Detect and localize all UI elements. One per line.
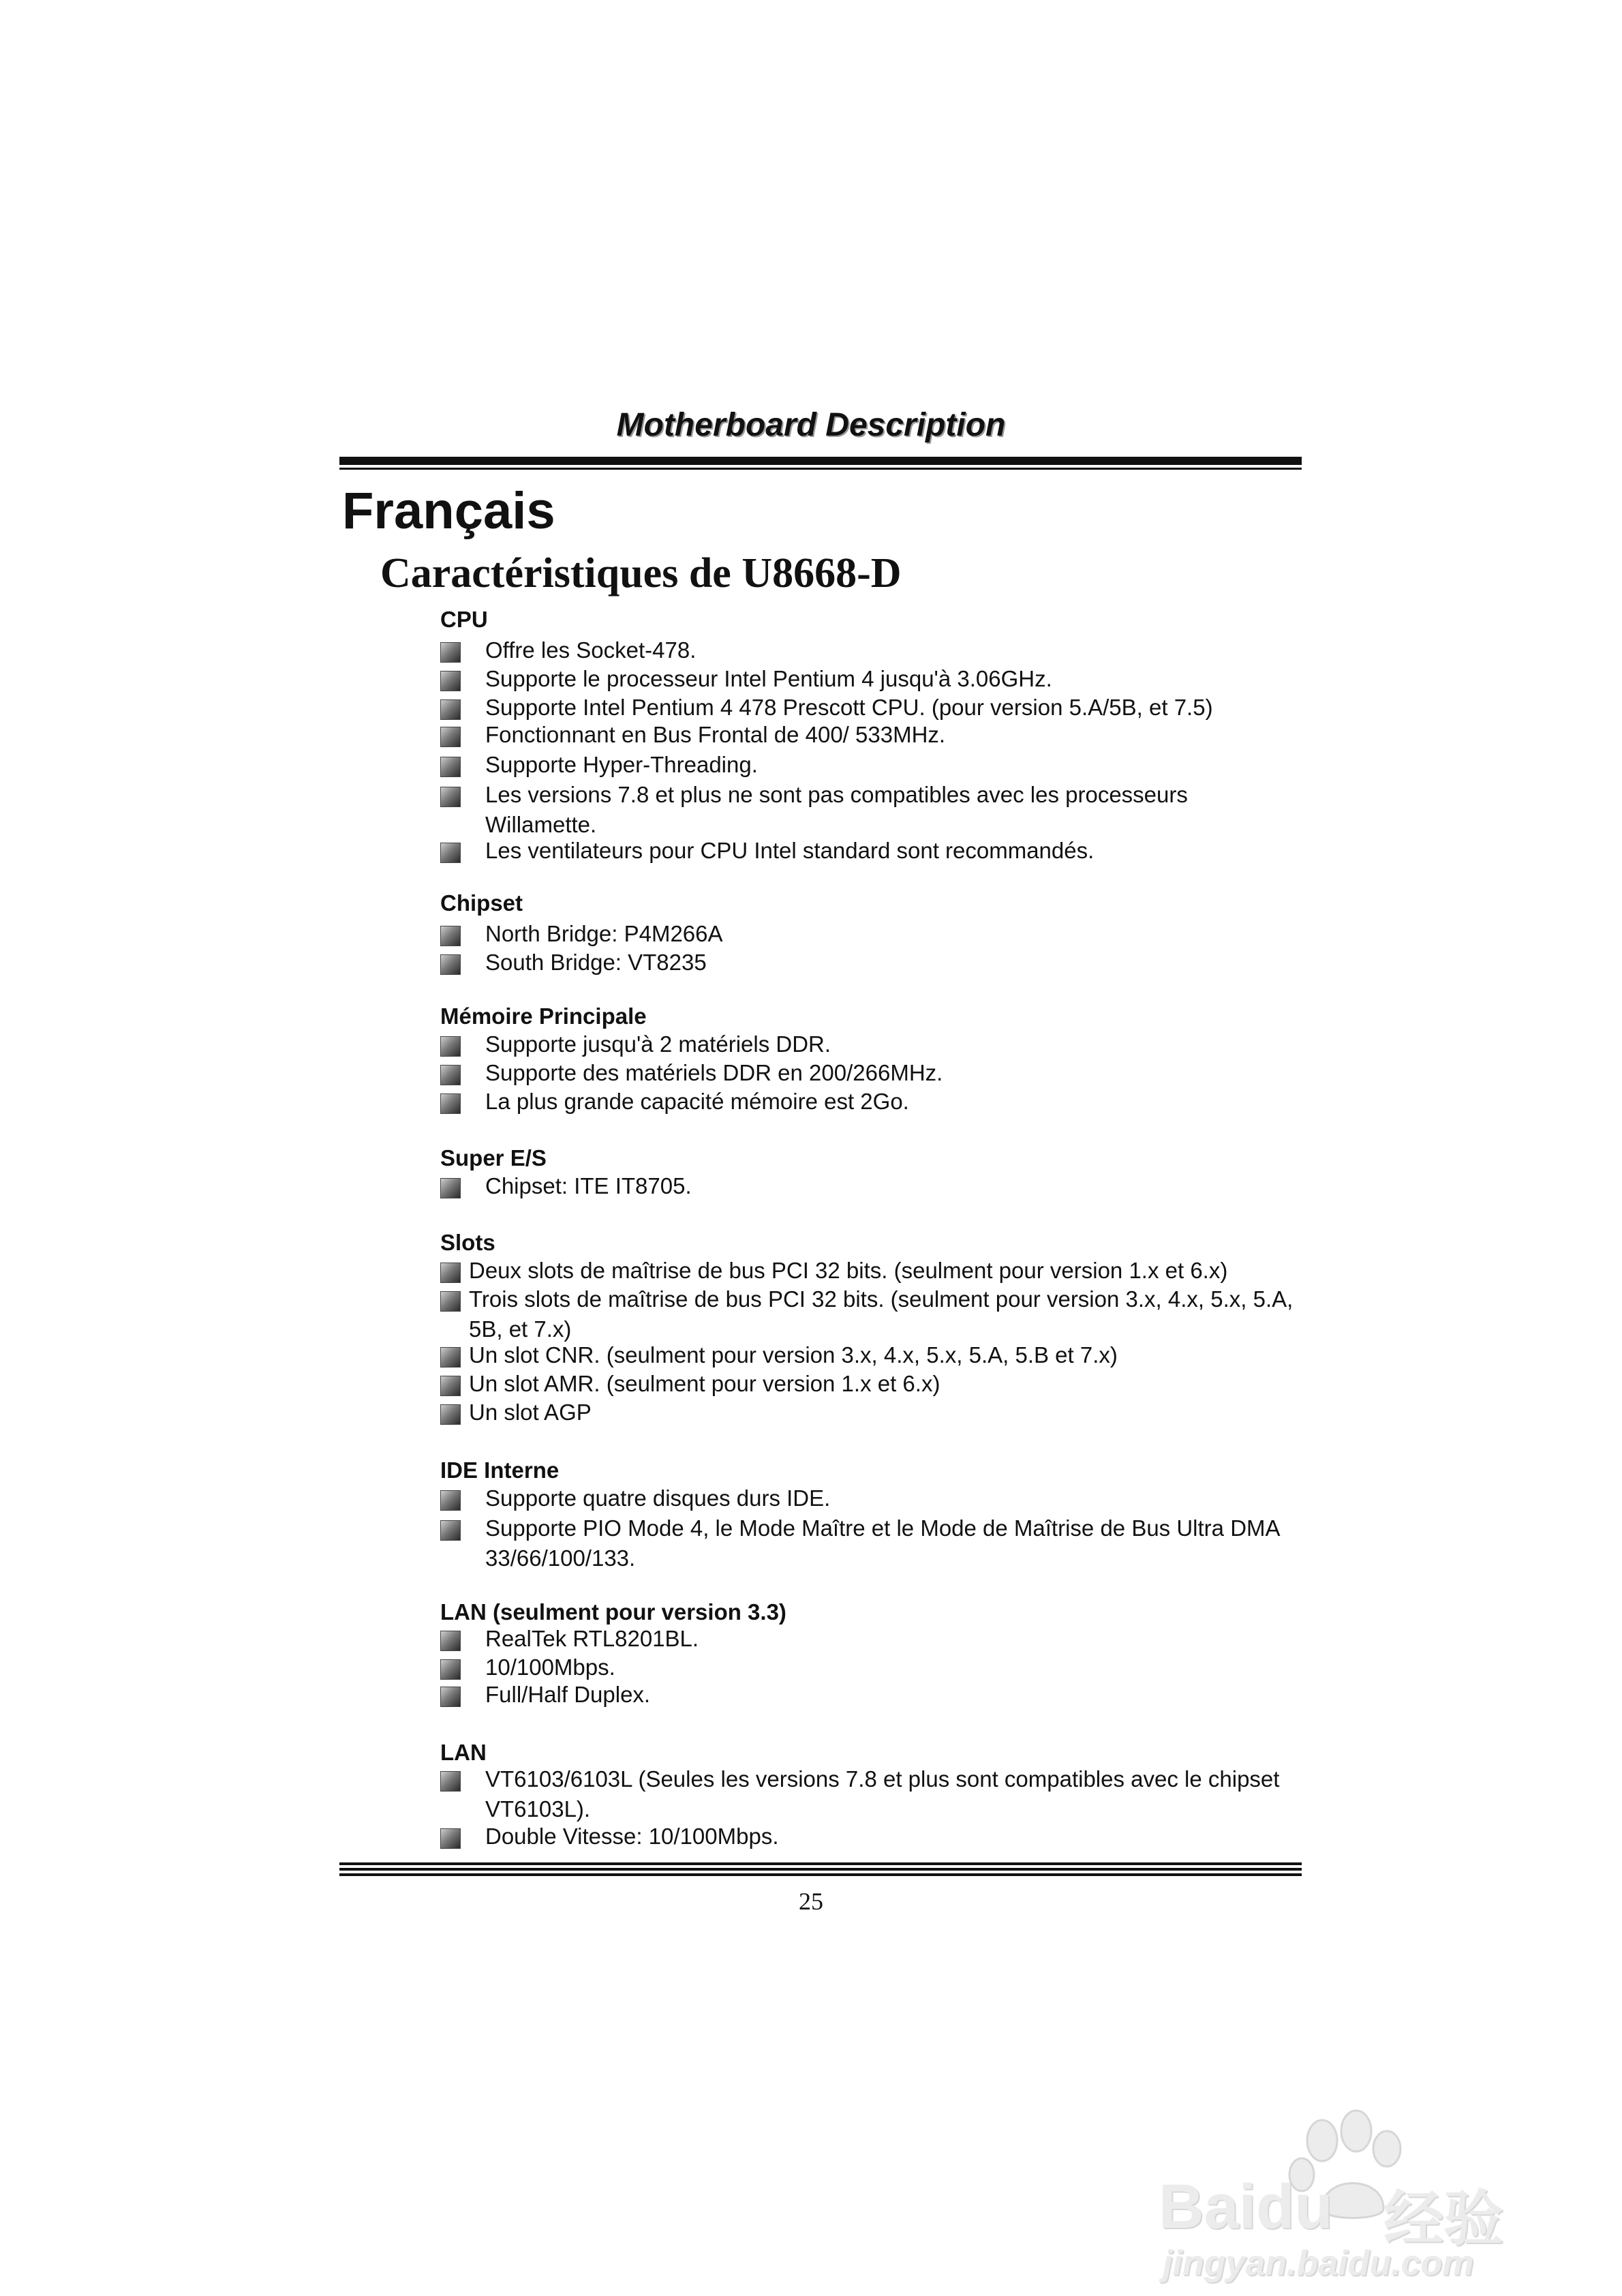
bullet-icon [440, 1347, 461, 1368]
list-item: Les ventilateurs pour CPU Intel standard sont recommandés. [485, 838, 1095, 863]
list-item: Chipset: ITE IT8705. [485, 1173, 692, 1198]
header-rule-thin [339, 468, 1302, 470]
section-heading: LAN (seulment pour version 3.3) [440, 1599, 786, 1625]
section-heading: IDE Interne [440, 1457, 560, 1483]
section-heading: Mémoire Principale [440, 1003, 647, 1029]
bullet-icon [440, 1404, 461, 1425]
section-heading: LAN [440, 1740, 487, 1765]
bullet-icon [440, 1659, 461, 1680]
list-item: Un slot AMR. (seulment pour version 1.x et 6.x) [469, 1371, 940, 1396]
watermark-cn: 经验 [1383, 2184, 1504, 2254]
bullet-icon [440, 1178, 461, 1198]
bullet-icon [440, 757, 461, 777]
bullet-icon [440, 1687, 461, 1707]
bullet-icon [440, 1065, 461, 1085]
bullet-icon [440, 1093, 461, 1114]
footer-rule-bottom [339, 1873, 1302, 1876]
list-item: Supporte le processeur Intel Pentium 4 jusqu'à 3.06GHz. [485, 666, 1052, 691]
bullet-icon [440, 1771, 461, 1792]
watermark-brand: Baidu [1159, 2172, 1333, 2241]
list-item: Supporte Hyper-Threading. [485, 752, 758, 777]
list-item: Les versions 7.8 et plus ne sont pas compatibles avec les processeurs Willamette. [485, 782, 1188, 837]
page-number: 25 [799, 1888, 823, 1915]
bullet-icon [440, 1263, 461, 1283]
list-item: Supporte PIO Mode 4, le Mode Maître et le Mode de Maîtrise de Bus Ultra DMA 33/66/100/133. [485, 1515, 1279, 1571]
list-item: VT6103/6103L (Seules les versions 7.8 et plus sont compatibles avec le chipset VT6103L). [485, 1766, 1280, 1822]
list-item: La plus grande capacité mémoire est 2Go. [485, 1089, 909, 1114]
bullet-icon [440, 787, 461, 807]
list-item: South Bridge: VT8235 [485, 950, 707, 975]
list-item: Supporte jusqu'à 2 matériels DDR. [485, 1031, 831, 1057]
baidu-watermark [1159, 2106, 1540, 2284]
bullet-icon [440, 1291, 461, 1312]
list-item: Un slot CNR. (seulment pour version 3.x, 4.x, 5.x, 5.A, 5.B et 7.x) [469, 1342, 1118, 1368]
watermark-url: jingyan.baidu.com [1163, 2244, 1474, 2283]
bullet-icon [440, 843, 461, 863]
list-item: 10/100Mbps. [485, 1655, 615, 1680]
list-item: Double Vitesse: 10/100Mbps. [485, 1824, 779, 1849]
section-heading: Chipset [440, 890, 523, 916]
section-heading: Slots [440, 1230, 495, 1255]
list-item: Supporte Intel Pentium 4 478 Prescott CPU. (pour version 5.A/5B, et 7.5) [485, 695, 1213, 720]
list-item: Deux slots de maîtrise de bus PCI 32 bits. (seulment pour version 1.x et 6.x) [469, 1258, 1228, 1283]
list-item: Supporte des matériels DDR en 200/266MHz. [485, 1060, 943, 1085]
footer-rule-middle [339, 1868, 1302, 1871]
bullet-icon [440, 642, 461, 663]
bullet-icon [440, 1036, 461, 1057]
language-title: Français [342, 482, 555, 540]
bullet-icon [440, 1631, 461, 1651]
footer-rule-top [339, 1862, 1302, 1865]
bullet-icon [440, 699, 461, 720]
list-item: Un slot AGP [469, 1400, 592, 1425]
list-item: RealTek RTL8201BL. [485, 1626, 699, 1651]
section-heading: CPU [440, 607, 488, 632]
bullet-icon [440, 1520, 461, 1541]
page-header-title: Motherboard Description [616, 407, 1006, 443]
list-item: Supporte quatre disques durs IDE. [485, 1485, 831, 1511]
list-item: Fonctionnant en Bus Frontal de 400/ 533MHz. [485, 722, 946, 747]
list-item: Full/Half Duplex. [485, 1682, 651, 1707]
document-title: Caractéristiques de U8668-D [380, 550, 902, 596]
bullet-icon [440, 1376, 461, 1396]
bullet-icon [440, 926, 461, 946]
header-rule-thick [339, 457, 1302, 465]
list-item: Trois slots de maîtrise de bus PCI 32 bits. (seulment pour version 3.x, 4.x, 5.x, 5.A, 5B, et 7.x) [469, 1286, 1294, 1342]
bullet-icon [440, 727, 461, 747]
bullet-icon [440, 1490, 461, 1511]
list-item: Offre les Socket-478. [485, 637, 697, 663]
list-item: North Bridge: P4M266A [485, 921, 723, 946]
bullet-icon [440, 954, 461, 975]
bullet-icon [440, 671, 461, 691]
bullet-icon [440, 1828, 461, 1849]
section-heading: Super E/S [440, 1145, 547, 1170]
